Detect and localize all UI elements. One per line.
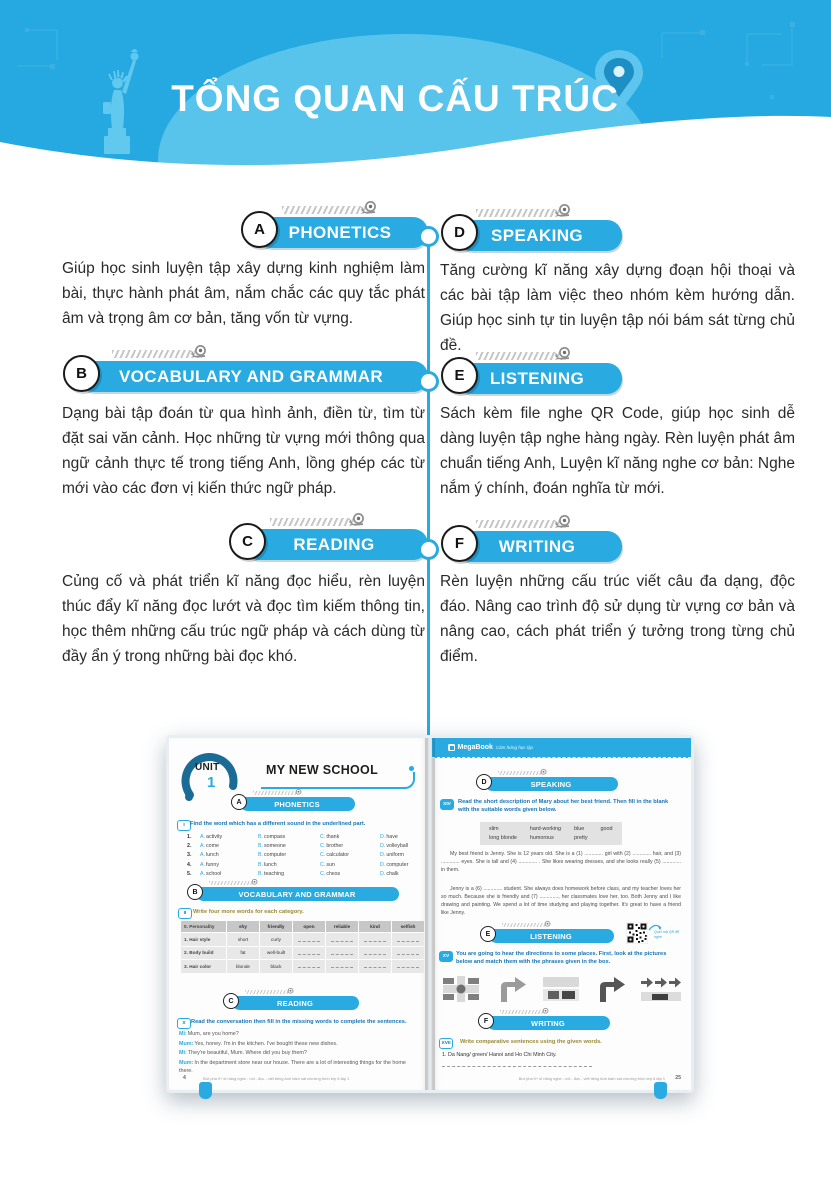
option: A.funny xyxy=(200,861,219,868)
page-header-banner xyxy=(0,0,831,172)
speaking-paragraph-2: Jenny is a (6) ............. student. She always does homework before class, and my teacher loves her so much. Because she is friendly and (7) ............., her classmates love her, too. Both Jenny and I like drawing and painting. We spend a lot of time studying and playing together. It's great to have a friend like Jenny. xyxy=(441,886,681,917)
section-e-badge: E xyxy=(441,357,478,394)
mini-badge-d: D xyxy=(476,774,492,790)
row-number: 3. xyxy=(187,852,192,859)
word: good xyxy=(600,826,613,832)
speedlines-decor xyxy=(498,771,542,775)
section-a-badge: A xyxy=(241,211,278,248)
page-footer-right: Bứt phá 9+ kĩ năng nghe - nói - đọc - viết tiếng Anh bám sát chương trình lớp 6 tập 1 xyxy=(518,1076,665,1081)
mini-header-vocab xyxy=(195,887,399,901)
section-a-label: PHONETICS xyxy=(288,222,392,242)
speaking-paragraph-1: My best friend is Jenny. She is 12 years old. She is a (1) ............. girl with (2) ............. hair, and (3) ............. eyes. She is tall and (4) ............. . She likes wearing dresses, and she looks really (5) ............. in them. xyxy=(441,851,681,874)
option: B.compass xyxy=(258,834,286,840)
mini-badge-a: A xyxy=(231,794,247,810)
section-e-description: Sách kèm file nghe QR Code, giúp học sinh dễ dàng luyện tập nghe hàng ngày. Rèn luyện phát âm chuẩn tiếng Anh, Luyện kĩ năng nghe cơ bản: Nghe nắm ý chính, đoán nghĩa từ mới. xyxy=(440,405,795,498)
option: C.calculator xyxy=(320,852,349,859)
speedlines-decor xyxy=(270,518,356,526)
section-d-description: Tăng cường kĩ năng xây dựng đoạn hội thoại và các bài tập làm việc theo nhóm kèm hướng dẫn. Giúp học sinh tự tin luyện tập nói bám sát từng chủ đề. xyxy=(440,262,795,355)
mini-header-reading xyxy=(231,996,359,1010)
turn-right-arrow-icon xyxy=(494,974,528,1004)
timeline-node-1 xyxy=(418,226,439,247)
section-d-badge: D xyxy=(441,214,478,251)
mini-label-phonetics: PHONETICS xyxy=(274,799,320,809)
mini-header-phonetics xyxy=(239,797,355,811)
blank-line xyxy=(331,950,354,955)
row-number: 2. xyxy=(187,843,192,850)
snail-icon xyxy=(538,768,547,776)
speedlines-decor xyxy=(282,206,368,214)
mini-header-listening xyxy=(488,929,614,943)
section-f-label: WRITING xyxy=(498,536,576,556)
option: B.someone xyxy=(258,843,286,850)
word: blue xyxy=(574,826,585,832)
answer-line xyxy=(442,1065,592,1067)
word: long blonde xyxy=(489,835,517,841)
page-number-right: 25 xyxy=(675,1075,681,1081)
snail-icon xyxy=(293,788,302,796)
section-b-description: Dạng bài tập đoán từ qua hình ảnh, điền từ, tìm từ đặt sai văn cảnh. Học những từ vựng mới thông qua ngữ cảnh thực tế trong tiếng Anh, lồng ghép các từ mới vào các đơn vị kiến thức ngữ pháp. xyxy=(62,405,425,498)
speedlines-decor xyxy=(209,881,253,885)
table-header-row: 0. Personality shy friendly open reliable kind selfish xyxy=(181,921,424,932)
option: B.lunch xyxy=(258,861,277,868)
reading-dialogue xyxy=(179,1030,417,1077)
section-b-badge: B xyxy=(63,355,100,392)
snail-icon xyxy=(554,514,571,528)
qr-code xyxy=(626,922,648,944)
blank-line xyxy=(397,950,420,955)
snail-icon xyxy=(554,346,571,360)
speedlines-decor xyxy=(476,209,562,217)
option: B.computer xyxy=(258,852,287,859)
snail-icon xyxy=(360,200,377,214)
timeline-line xyxy=(427,233,430,738)
speedlines-decor xyxy=(502,923,546,927)
sample-book-spread xyxy=(166,735,694,1093)
snail-icon xyxy=(285,987,294,995)
speedlines-decor xyxy=(112,350,198,358)
exercise-xiv-marker: XIV xyxy=(440,799,454,810)
section-c-header xyxy=(240,529,428,560)
unit-title: MY NEW SCHOOL xyxy=(266,763,379,777)
mini-header-speaking xyxy=(484,777,618,791)
snail-icon xyxy=(249,878,258,886)
mini-label-listening: LISTENING xyxy=(530,931,572,941)
section-a-header xyxy=(252,217,428,248)
dialogue-line: Mi:Mum, are you home? xyxy=(179,1031,239,1037)
exercise-x-marker: X xyxy=(177,1018,191,1029)
speedlines-decor xyxy=(253,791,297,795)
row-number: 4. xyxy=(187,861,192,868)
page-tab-left xyxy=(199,1082,212,1099)
exercise-i-instruction: Find the word which has a different sound in the underlined part. xyxy=(190,821,366,827)
speedlines-decor xyxy=(476,520,562,528)
direction-pictures xyxy=(440,974,683,1004)
option: A.school xyxy=(200,870,222,877)
table-row: 1. Hair style short curly xyxy=(181,933,424,945)
mini-label-speaking: SPEAKING xyxy=(530,779,572,789)
brand-tagline: Cảm hứng học tập xyxy=(495,745,534,750)
exercise-xiv-instruction: Read the short description of Mary about her best friend. Then fill in the blank with the suitable words given below. xyxy=(458,799,669,813)
right-page-header xyxy=(432,738,691,758)
speedlines-decor xyxy=(476,352,562,360)
brand-logo-icon xyxy=(448,744,455,751)
dialogue-line: Mum:In the department store near our house. There are a lot of interesting things for the home there. xyxy=(179,1059,406,1074)
vocab-table xyxy=(180,920,425,974)
book-spine xyxy=(425,738,435,1090)
mini-badge-f: F xyxy=(478,1013,494,1029)
page-footer-left: Bứt phá 9+ kĩ năng nghe - nói - đọc - viết tiếng Anh bám sát chương trình lớp 6 tập 1 xyxy=(203,1076,350,1081)
dialogue-line: Mi:They're beautiful, Mum. Where did you buy them? xyxy=(179,1050,307,1057)
option: A.lunch xyxy=(200,852,219,859)
option: C.sun xyxy=(320,861,335,868)
blank-line xyxy=(397,937,420,942)
blank-line xyxy=(364,963,387,968)
mini-header-writing xyxy=(486,1016,610,1030)
section-f-badge: F xyxy=(441,525,478,562)
row-number: 1. xyxy=(187,834,192,840)
word: pretty xyxy=(574,835,588,841)
word-box xyxy=(480,822,622,845)
phonetics-options-grid xyxy=(187,834,422,877)
speedlines-decor xyxy=(500,1010,544,1014)
option: D.computer xyxy=(380,861,409,868)
table-row: 3. Hair color blonde black xyxy=(181,960,424,972)
go-straight-icon xyxy=(639,974,683,1004)
turn-right-arrow-dark-icon xyxy=(593,974,627,1004)
blank-line xyxy=(298,963,321,968)
mini-label-vocab: VOCABULARY AND GRAMMAR xyxy=(238,889,356,899)
snail-icon xyxy=(542,920,551,928)
crossroads-icon xyxy=(440,974,482,1004)
title-dot xyxy=(409,766,414,771)
blank-line xyxy=(397,963,420,968)
page-title: TỔNG QUAN CẤU TRÚC xyxy=(171,78,619,119)
section-c-badge: C xyxy=(229,523,266,560)
option: D.chalk xyxy=(380,870,399,877)
option: D.volleyball xyxy=(380,843,409,850)
blank-line xyxy=(364,937,387,942)
table-row: 2. Body build fat well-built xyxy=(181,947,424,959)
option: C.thank xyxy=(320,834,340,840)
writing-item-1: 1. Da Nang/ green/ Hanoi and Ho Chi Minh City. xyxy=(442,1052,557,1058)
section-c-description: Củng cố và phát triển kĩ năng đọc hiểu, rèn luyện thúc đẩy kĩ năng đọc lướt và đọc tìm kiếm thông tin, học thêm những cấu trúc ngữ pháp và cách dùng từ đầy ẩn ý trong những bài đọc khó. xyxy=(62,573,425,666)
option: C.brother xyxy=(320,843,344,850)
option: B.teaching xyxy=(258,870,285,877)
blank-line xyxy=(364,950,387,955)
section-d-label: SPEAKING xyxy=(491,225,583,245)
section-b-label: VOCABULARY AND GRAMMAR xyxy=(118,366,384,386)
mini-badge-b: B xyxy=(187,884,203,900)
buildings-icon xyxy=(540,974,582,1004)
option: D.uniform xyxy=(380,852,404,859)
exercise-xvii-instruction: Write comparative sentences using the given words. xyxy=(460,1039,602,1045)
exercise-ii-marker: II xyxy=(178,908,192,919)
exercise-xv-marker: XV xyxy=(439,951,453,962)
qr-caption: Quét mã QR để nghe xyxy=(654,930,680,939)
snail-icon xyxy=(540,1007,549,1015)
brand-name: MegaBook xyxy=(457,744,493,751)
title-underline xyxy=(261,772,415,789)
section-c-label: READING xyxy=(293,534,375,554)
exercise-xvii-marker: XVII xyxy=(439,1038,453,1049)
section-a-description: Giúp học sinh luyện tập xây dựng kinh nghiệm làm bài, thực hành phát âm, nắm chắc các quy tắc phát âm và trọng âm cơ bản, tăng vốn từ vựng. xyxy=(62,260,425,328)
exercise-x-instruction: Read the conversation then fill in the missing words to complete the sentences. xyxy=(191,1019,407,1025)
blank-line xyxy=(298,950,321,955)
exercise-xv-instruction: You are going to hear the directions to some places. First, look at the pictures below and match them with the phrases given in the box. xyxy=(456,951,667,965)
blank-line xyxy=(331,963,354,968)
blank-line xyxy=(331,937,354,942)
timeline-node-2 xyxy=(418,371,439,392)
snail-icon xyxy=(190,344,207,358)
blank-line xyxy=(298,937,321,942)
exercise-ii-instruction: Write four more words for each category. xyxy=(193,909,304,915)
page-tab-right xyxy=(654,1082,667,1099)
unit-number: 1 xyxy=(207,774,216,791)
unit-label: UNIT xyxy=(195,762,220,773)
book-right-page xyxy=(432,738,691,1090)
row-number: 5. xyxy=(187,870,192,877)
word: slim xyxy=(489,826,499,832)
speedlines-decor xyxy=(245,990,289,994)
book-left-page xyxy=(169,738,428,1090)
word: humorous xyxy=(529,835,554,841)
timeline-node-3 xyxy=(418,539,439,560)
snail-icon xyxy=(554,203,571,217)
snail-icon xyxy=(348,512,365,526)
mini-label-writing: WRITING xyxy=(531,1018,565,1028)
option: A.activity xyxy=(200,834,223,840)
section-e-label: LISTENING xyxy=(489,368,585,388)
exercise-i-marker: I xyxy=(177,820,191,831)
mini-badge-c: C xyxy=(223,993,239,1009)
mini-label-reading: READING xyxy=(277,998,313,1008)
option: D.have xyxy=(380,834,398,840)
option: C.chess xyxy=(320,870,341,877)
section-f-description: Rèn luyện những cấu trúc viết câu đa dạng, độc đáo. Nâng cao trình độ sử dụng từ vựng cơ bản và nâng cao, cách phát triển ý tưởng trong từng chủ điểm. xyxy=(440,573,795,666)
page-number-left: 4 xyxy=(183,1075,186,1081)
mini-badge-e: E xyxy=(480,926,496,942)
dialogue-line: Mum:Yes, honey. I'm in the kitchen. I've bought these new dishes. xyxy=(179,1040,338,1047)
option: A.come xyxy=(200,843,219,850)
section-b-header xyxy=(74,361,428,392)
word: hard-working xyxy=(529,826,562,832)
